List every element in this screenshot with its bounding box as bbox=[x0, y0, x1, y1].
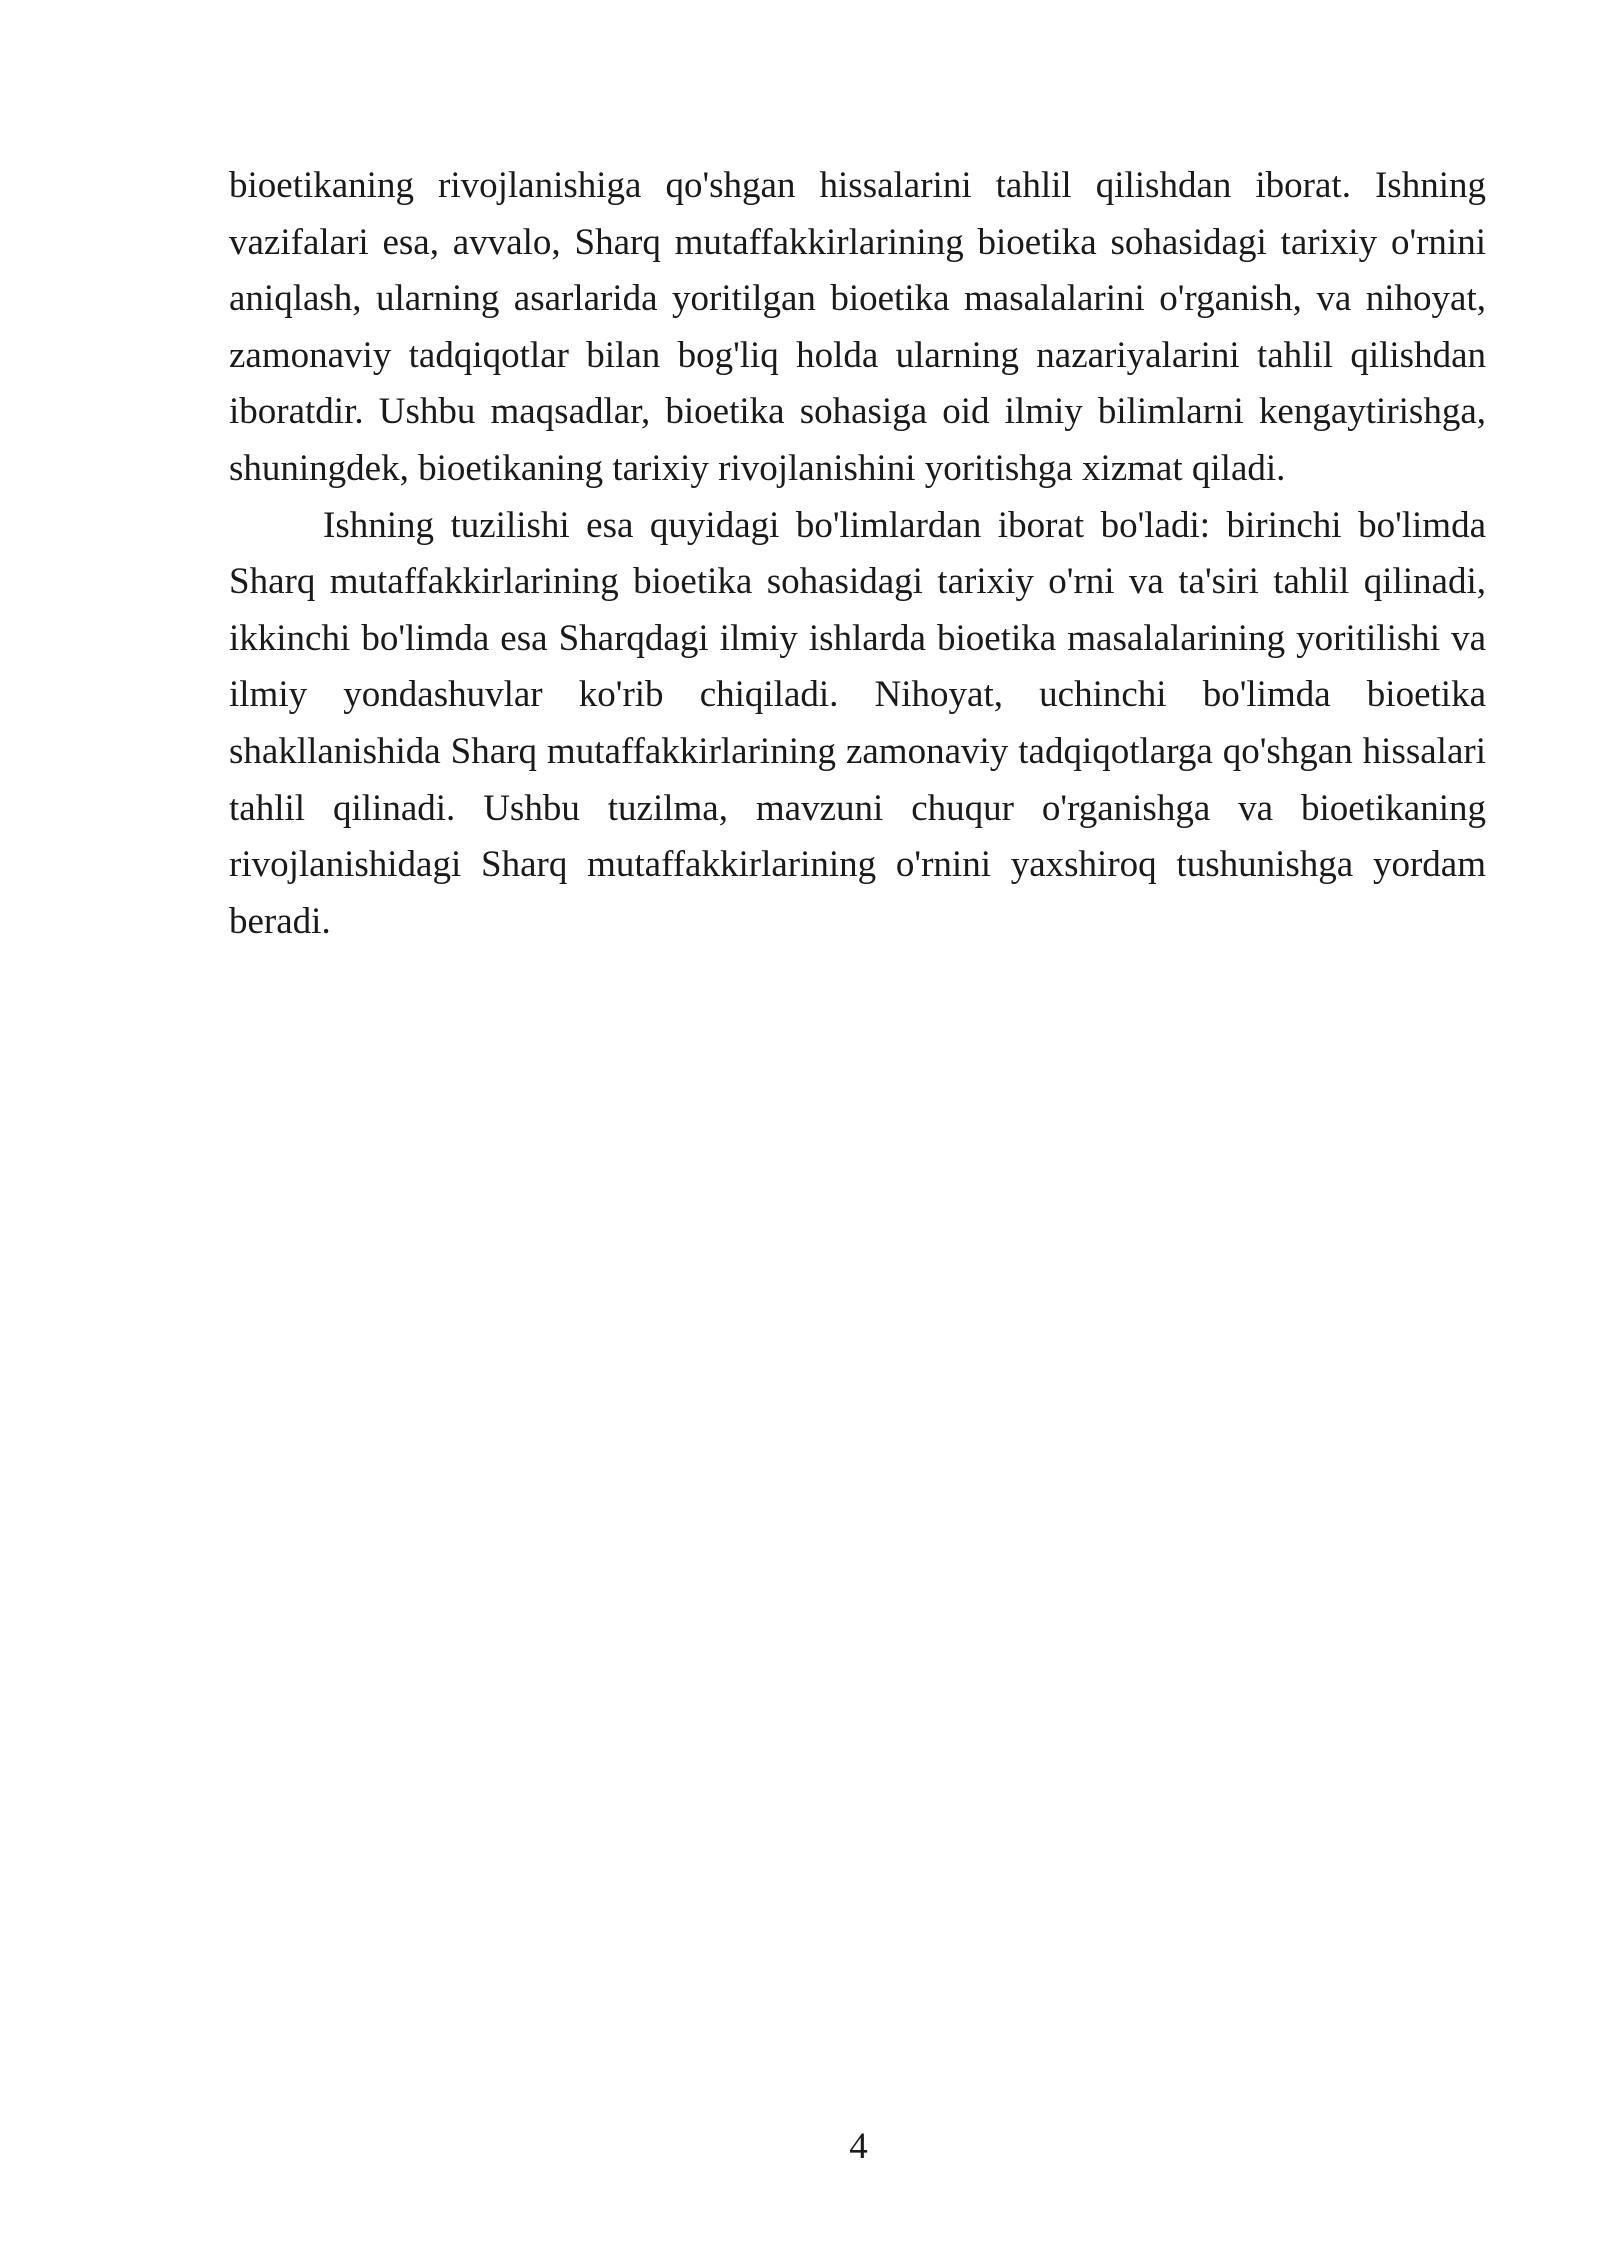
paragraph-structure: Ishning tuzilishi esa quyidagi bo'limlardan iborat bo'ladi: birinchi bo'limda Sharq mutaffakkirlarining bioetika sohasidagi tarixiy o'rni va ta'siri tahlil qilinadi, ikkinchi bo'limda esa Sharqdagi ilmiy ishlarda bioetika masalalarining yoritilishi va ilmiy yondashuvlar ko'rib chiqiladi. Nihoyat, uchinchi bo'limda bioetika shakllanishida Sharq mutaffakkirlarining zamonaviy tadqiqotlarga qo'shgan hissalari tahlil qilinadi. Ushbu tuzilma, mavzuni chuqur o'rganishga va bioetikaning rivojlanishidagi Sharq mutaffakkirlarining o'rnini yaxshiroq tushunishga yordam beradi. bbox=[229, 504, 1486, 942]
paragraph-continuation: bioetikaning rivojlanishiga qo'shgan hissalarini tahlil qilishdan iborat. Ishning vazifalari esa, avvalo, Sharq mutaffakkirlarining bioetika sohasidagi tarixiy o'rnini aniqlash, ularning asarlarida yoritilgan bioetika masalalarini o'rganish, va nihoyat, zamonaviy tadqiqotlar bilan bog'liq holda ularning nazariyalarini tahlil qilishdan iboratdir. Ushbu maqsadlar, bioetika sohasiga oid ilmiy bilimlarni kengaytirishga, shuningdek, bioetikaning tarixiy rivojlanishini yoritishga xizmat qiladi. bbox=[229, 165, 1486, 489]
page-number: 4 bbox=[849, 2126, 868, 2167]
body-text bbox=[229, 158, 1486, 950]
